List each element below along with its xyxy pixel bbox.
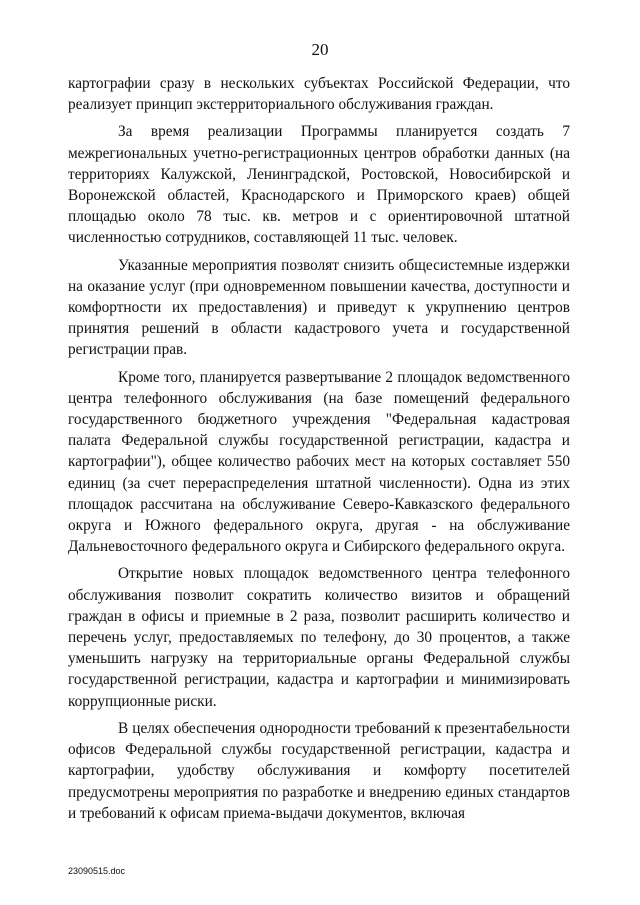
footer-filename: 23090515.doc xyxy=(68,866,126,876)
paragraph-continuation: картографии сразу в нескольких субъектах Российской Федерации, что реализует принцип экстерриториального обслуживания граждан. xyxy=(68,75,570,114)
paragraph-call-centers: Кроме того, планируется развертывание 2 площадок ведомственного центра телефонного обслуживания (на базе помещений федерального государственного бюджетного учреждения "Федеральная кадастровая палата Федеральной службы государственной регистрации, кадастра и картографии"), общее количество рабочих мест на которых составляет 550 единиц (за счет перераспределения штатной численности). Одна из этих площадок рассчитана на обслуживание Северо-Кавказского федерального округа и Южного федерального округа, другая - на обслуживание Дальневосточного федерального округа и Сибирского федерального округа. xyxy=(68,368,570,556)
paragraph-regional-centers: За время реализации Программы планируется создать 7 межрегиональных учетно-регистрационных центров обработки данных (на территориях Калужской, Ленинградской, Ростовской, Новосибирской и Воронежской областей, Краснодарского и Приморского краев) общей площадью около 78 тыс. кв. метров и с ориентировочной штатной численностью сотрудников, составляющей 11 тыс. человек. xyxy=(68,123,570,247)
document-body xyxy=(68,73,570,824)
page-number: 20 xyxy=(311,40,329,59)
paragraph-call-center-benefits: Открытие новых площадок ведомственного центра телефонного обслуживания позволит сократить количество визитов и обращений граждан в офисы и приемные в 2 раза, позволит расширить количество и перечень услуг, предоставляемых по телефону, до 30 процентов, а также уменьшить нагрузку на территориальные органы Федеральной службы государственной регистрации, кадастра и картографии и минимизировать коррупционные риски. xyxy=(68,565,570,710)
paragraph-office-standards: В целях обеспечения однородности требований к презентабельности офисов Федеральной службы государственной регистрации, кадастра и картографии, удобству обслуживания и комфорту посетителей предусмотрены мероприятия по разработке и внедрению единых стандартов и требований к офисам приема-выдачи документов, включая xyxy=(68,719,570,822)
paragraph-cost-reduction: Указанные мероприятия позволят снизить общесистемные издержки на оказание услуг (при одновременном повышении качества, доступности и комфортности их предоставления) и приведут к укрупнению центров принятия решений в области кадастрового учета и государственной регистрации прав. xyxy=(68,256,570,359)
